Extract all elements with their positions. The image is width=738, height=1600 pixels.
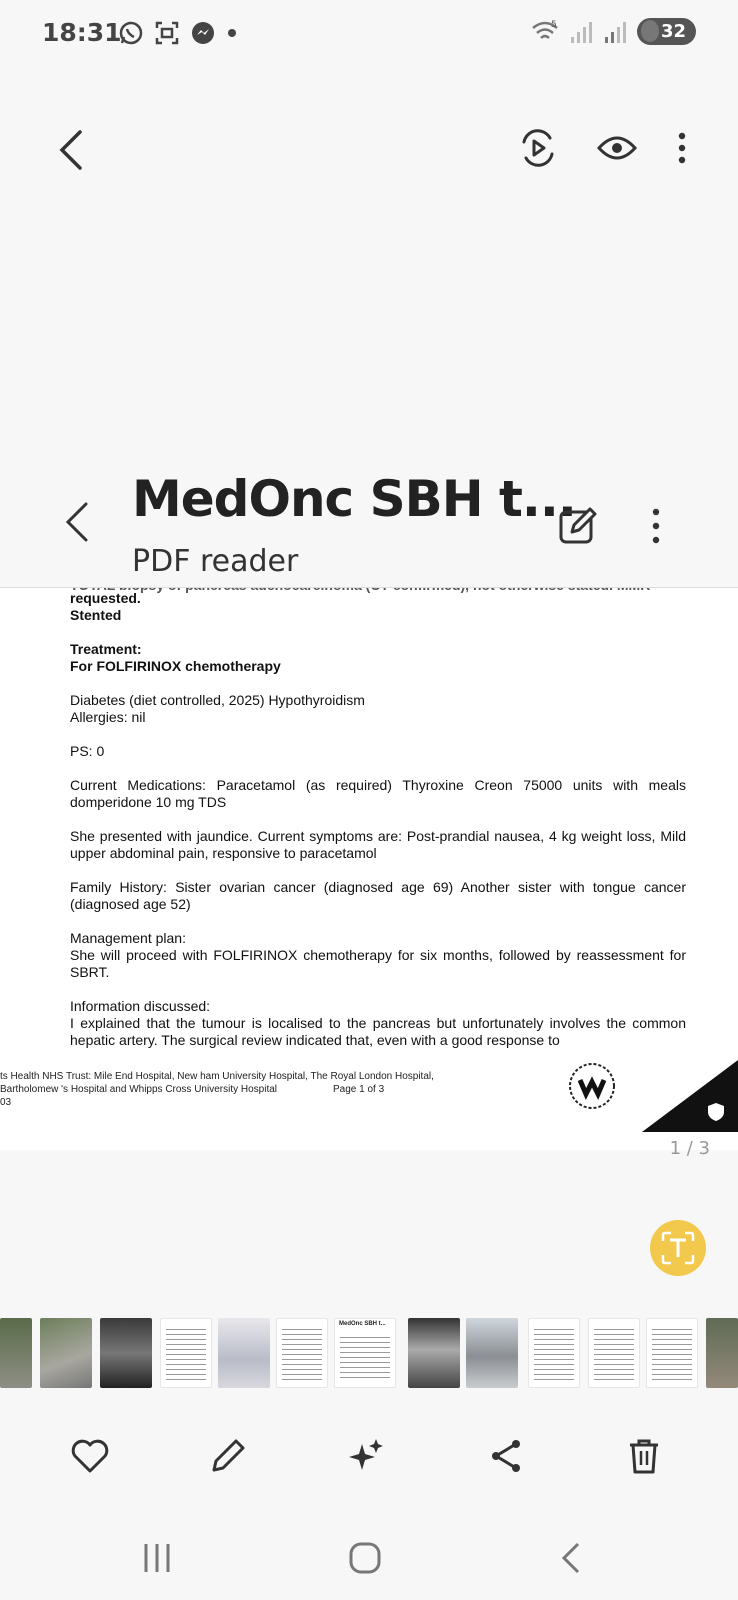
bottom-action-bar (0, 1420, 738, 1500)
whatsapp-icon (118, 20, 144, 46)
thumbnail[interactable] (0, 1318, 32, 1388)
thumbnail[interactable] (466, 1318, 518, 1388)
document-title: MedOnc SBH t... (132, 470, 576, 528)
medications-paragraph: Current Medications: Paracetamol (as required) Thyroxine Creon 75000 units with meals domperidone 10 mg TDS (70, 777, 686, 810)
system-icons (531, 18, 696, 45)
thumbnail-strip[interactable] (0, 1318, 738, 1388)
document-subtitle: PDF reader (132, 544, 299, 579)
thumbnail-title: MedOnc SBH t... (339, 1321, 386, 1327)
performance-status: PS: 0 (70, 743, 105, 759)
page-indicator: 1 / 3 (669, 1138, 710, 1159)
screenshot-icon (154, 20, 180, 46)
extract-text-button[interactable] (650, 1220, 706, 1276)
back-arrow-icon[interactable] (52, 128, 92, 172)
treatment-text: For FOLFIRINOX chemotherapy (70, 658, 281, 674)
image-viewer[interactable] (0, 470, 738, 1159)
thumbnail[interactable] (276, 1318, 328, 1388)
thumbnail[interactable] (646, 1318, 698, 1388)
info-paragraph: I explained that the tumour is localised to the pancreas but unfortunately involves the common hepatic artery. The surgical review indicated that, even with a good response to (70, 1015, 686, 1048)
favorite-button[interactable] (68, 1434, 112, 1478)
pdf-line: requested. (70, 590, 141, 606)
info-heading: Information discussed: (70, 998, 211, 1014)
battery-icon (637, 18, 696, 45)
video-remaster-icon[interactable] (518, 128, 558, 168)
messenger-icon (190, 20, 216, 46)
home-icon[interactable] (348, 1542, 382, 1574)
thumbnail[interactable] (100, 1318, 152, 1388)
pdf-line: Stented (70, 607, 122, 623)
thumbnail[interactable] (218, 1318, 270, 1388)
pdf-reader-header (0, 470, 738, 588)
status-time: 18:31 (42, 18, 122, 47)
footer-line: ts Health NHS Trust: Mile End Hospital, New ham University Hospital, The Royal London Hospital, (0, 1071, 434, 1082)
footer-line: 03 (0, 1097, 12, 1108)
presentation-paragraph: She presented with jaundice. Current symptoms are: Post-prandial nausea, 4 kg weight loss, Mild upper abdominal pain, responsive to paracetamol (70, 828, 686, 861)
family-history-paragraph: Family History: Sister ovarian cancer (diagnosed age 69) Another sister with tongue cancer (diagnosed age 52) (70, 879, 686, 912)
eye-icon[interactable] (596, 128, 638, 168)
status-bar (0, 0, 738, 70)
trash-icon (624, 1436, 664, 1476)
pdf-body (70, 582, 686, 1049)
share-button[interactable] (484, 1434, 528, 1478)
plan-paragraph: She will proceed with FOLFIRINOX chemotherapy for six months, followed by reassessment for SBRT. (70, 947, 686, 980)
delete-button[interactable] (622, 1434, 666, 1478)
history-line: Diabetes (diet controlled, 2025) Hypothyroidism (70, 692, 365, 708)
recent-apps-icon[interactable] (142, 1542, 172, 1574)
pdf-page (0, 582, 738, 1159)
heart-icon (70, 1438, 110, 1474)
notification-icons (118, 20, 238, 46)
signal-icon (569, 19, 595, 45)
thumbnail-selected[interactable] (334, 1318, 396, 1388)
sparkle-icon (346, 1436, 386, 1476)
thumbnail[interactable] (160, 1318, 212, 1388)
plan-heading: Management plan: (70, 930, 186, 946)
thumbnail[interactable] (528, 1318, 580, 1388)
edit-icon[interactable] (558, 506, 598, 546)
edit-button[interactable] (206, 1434, 250, 1478)
pencil-icon (208, 1436, 248, 1476)
shield-icon (706, 1102, 726, 1122)
text-scan-icon (660, 1230, 696, 1266)
footer-page-number: Page 1 of 3 (333, 1084, 385, 1095)
svg-text:5: 5 (550, 19, 557, 30)
battery-level: 32 (660, 21, 686, 42)
back-arrow-icon[interactable] (62, 500, 92, 544)
more-options-icon[interactable] (650, 506, 662, 546)
footer-line: Bartholomew 's Hospital and Whipps Cross University Hospital (0, 1084, 278, 1095)
back-nav-icon[interactable] (558, 1542, 584, 1574)
treatment-heading: Treatment: (70, 641, 142, 657)
thumbnail[interactable] (588, 1318, 640, 1388)
gallery-toolbar (0, 110, 738, 190)
share-icon (486, 1436, 526, 1476)
pdf-footer (0, 1070, 434, 1109)
ai-edit-button[interactable] (344, 1434, 388, 1478)
system-navigation-bar (0, 1520, 738, 1600)
thumbnail[interactable] (40, 1318, 92, 1388)
thumbnail[interactable] (408, 1318, 460, 1388)
wifi-icon (531, 19, 561, 45)
thumbnail[interactable] (706, 1318, 738, 1388)
signal-icon-2 (603, 19, 629, 45)
more-options-icon[interactable] (676, 128, 688, 168)
allergies-line: Allergies: nil (70, 709, 146, 725)
disability-confident-logo (566, 1060, 618, 1112)
dot-icon (226, 20, 238, 46)
